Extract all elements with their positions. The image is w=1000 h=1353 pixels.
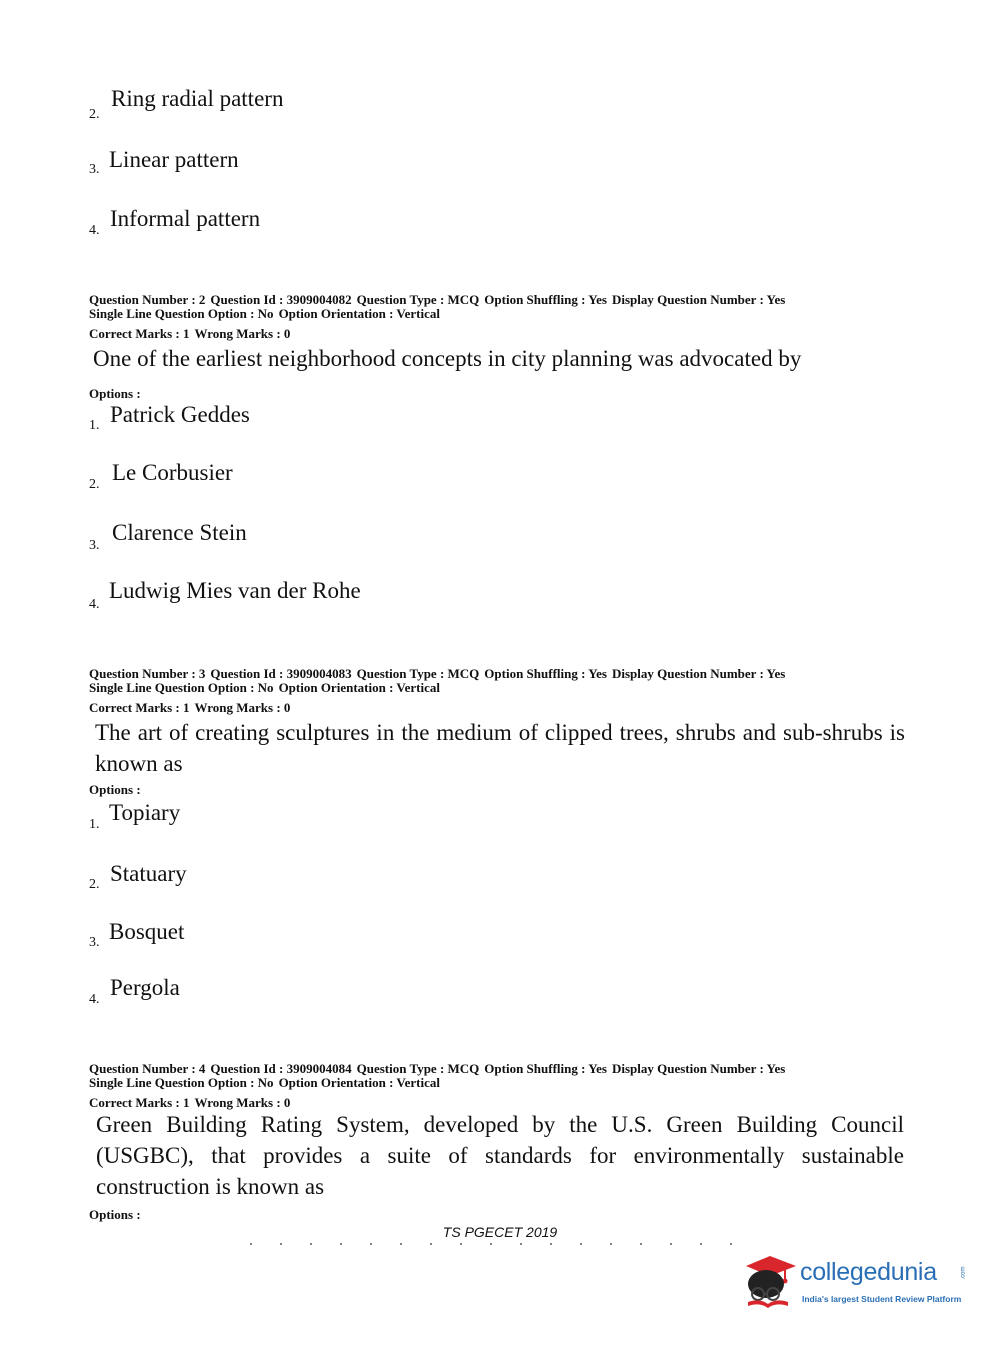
meta-field: Question Number : 2: [89, 292, 206, 307]
option-number: 4.: [89, 223, 100, 238]
question-text: One of the earliest neighborhood concepts in city planning was advocated by: [93, 346, 802, 371]
meta-field: Correct Marks : 1: [89, 326, 190, 341]
meta-field: Question Id : 3909004084: [210, 1061, 352, 1076]
question-text: The art of creating sculptures in the medium of clipped trees, shrubs and sub-shrubs is known as: [95, 720, 905, 776]
option-text: Le Corbusier: [112, 460, 233, 485]
meta-field: Single Line Question Option : No: [89, 680, 274, 695]
meta-field: Option Orientation : Vertical: [278, 1075, 440, 1090]
meta-field: Option Orientation : Vertical: [278, 680, 440, 695]
meta-field: Wrong Marks : 0: [194, 700, 291, 715]
option-text: Pergola: [110, 975, 180, 1000]
option-number: 3.: [89, 162, 100, 177]
meta-field: Question Id : 3909004082: [210, 292, 352, 307]
meta-field: Question Number : 3: [89, 666, 206, 681]
option-number: 3.: [89, 935, 100, 950]
option-number: 2.: [89, 877, 100, 892]
options-label: Options :: [89, 782, 141, 797]
meta-field: Question Type : MCQ: [356, 666, 480, 681]
meta-field: Option Shuffling : Yes: [484, 1061, 607, 1076]
meta-field: Question Number : 4: [89, 1061, 206, 1076]
meta-field: Wrong Marks : 0: [194, 326, 291, 341]
option-text: Patrick Geddes: [110, 402, 250, 427]
option-text: Linear pattern: [109, 147, 239, 172]
page-footer: TS PGECET 2019: [442, 1224, 558, 1240]
options-label: Options :: [89, 1207, 141, 1222]
option-number: 4.: [89, 992, 100, 1007]
mascot-icon: [740, 1246, 802, 1316]
meta-field: Single Line Question Option : No: [89, 306, 274, 321]
question-text: Green Building Rating System, developed by the U.S. Green Building Council (USGBC), that provides a suite of standards for environmentally sustainable construction is known as: [96, 1112, 904, 1199]
option-number: 1.: [89, 817, 100, 832]
meta-field: Question Type : MCQ: [356, 1061, 480, 1076]
meta-field: Correct Marks : 1: [89, 700, 190, 715]
logo-wordmark: collegedunia: [800, 1258, 937, 1286]
logo-domain-suffix: .com: [960, 1266, 967, 1280]
meta-field: Single Line Question Option : No: [89, 1075, 274, 1090]
footer-divider: [236, 1243, 756, 1245]
meta-field: Option Shuffling : Yes: [484, 666, 607, 681]
option-text: Clarence Stein: [112, 520, 247, 545]
meta-field: Display Question Number : Yes: [611, 292, 786, 307]
meta-field: Correct Marks : 1: [89, 1095, 190, 1110]
meta-field: Display Question Number : Yes: [611, 666, 786, 681]
option-text: Topiary: [109, 800, 181, 825]
meta-field: Option Shuffling : Yes: [484, 292, 607, 307]
logo-tagline: India's largest Student Review Platform: [802, 1294, 962, 1304]
option-number: 1.: [89, 418, 100, 433]
meta-field: Wrong Marks : 0: [194, 1095, 291, 1110]
question-meta: [89, 1062, 790, 1110]
meta-field: Question Type : MCQ: [356, 292, 480, 307]
option-text: Statuary: [110, 861, 187, 886]
option-number: 2.: [89, 477, 100, 492]
question-meta: [89, 667, 790, 715]
option-text: Ludwig Mies van der Rohe: [109, 578, 361, 603]
meta-field: Option Orientation : Vertical: [278, 306, 440, 321]
option-number: 4.: [89, 597, 100, 612]
collegedunia-logo: [740, 1246, 970, 1316]
meta-field: Question Id : 3909004083: [210, 666, 352, 681]
meta-field: Display Question Number : Yes: [611, 1061, 786, 1076]
option-number: 3.: [89, 538, 100, 553]
option-text: Informal pattern: [110, 206, 261, 231]
option-number: 2.: [89, 107, 100, 122]
options-label: Options :: [89, 386, 141, 401]
option-text: Bosquet: [109, 919, 185, 944]
option-text: Ring radial pattern: [111, 86, 284, 111]
question-meta: [89, 293, 790, 341]
